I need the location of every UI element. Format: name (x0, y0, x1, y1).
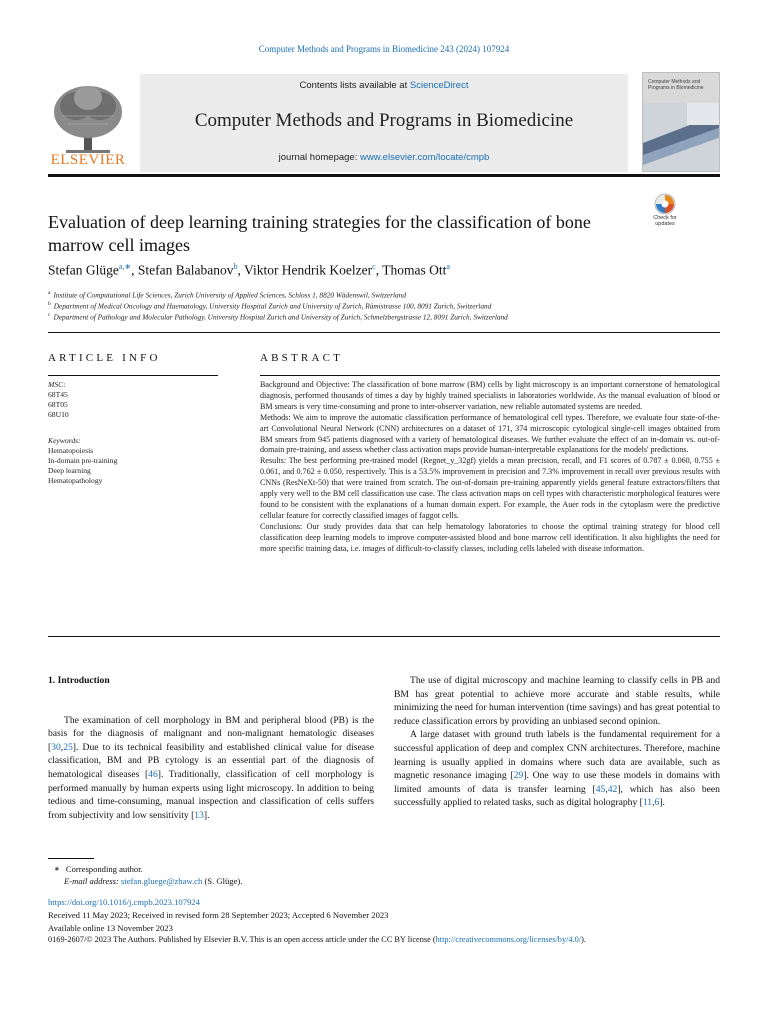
citation-link[interactable]: 46 (148, 768, 158, 780)
author-email-link[interactable]: stefan.gluege@zhaw.ch (120, 876, 203, 886)
available-online-date: Available online 13 November 2023 (48, 923, 173, 933)
affiliations-divider (48, 332, 720, 333)
abstract-background: Background and Objective: The classification of bone marrow (BM) cells by light microscopy is an important cornerstone of hematological diagnosis, performed thousands of times a day by highly trained specialists in laboratories worldwide. As the manual evaluation of blood or BM smears is very time-consuming and prone to inter-observer variation, new reliable automated systems are needed. (260, 380, 720, 411)
citation-link[interactable]: 13 (194, 809, 204, 821)
elsevier-wordmark: ELSEVIER (50, 152, 126, 168)
body-left-column (48, 674, 374, 822)
msc-label: MSC: (48, 380, 66, 389)
abstract-conclusions: Conclusions: Our study provides data that can help hematology laboratories to choose the optimal training strategy for blood cell classification deep learning models to improve computer-assisted blood and bone marrow cell identification. It also highlights the need for more specific training data, i.e. images of difficult-to-classify classes, including cells labeled with disease information. (260, 521, 720, 553)
elsevier-logo[interactable] (48, 72, 128, 172)
citation-link[interactable]: 42 (607, 783, 618, 795)
citation-link[interactable]: 29 (513, 770, 524, 782)
license-statement: 0169-2607/© 2023 The Authors. Published by Elsevier B.V. This is an open access article under the CC BY license (http://creativecommons.org/licenses/by/4.0/). (48, 935, 586, 944)
citation-link[interactable]: 25 (63, 741, 73, 753)
author-name[interactable]: Thomas Ott (382, 262, 447, 278)
msc-block (48, 380, 218, 420)
license-link[interactable]: http://creativecommons.org/licenses/by/4.0/ (435, 935, 582, 944)
abstract-methods: Methods: We aim to improve the automatic classification performance of hematological cell types. Therefore, we evaluate four state-of-the-art Convolutional Neural Network (CNN) architectures on a dataset of 171, 374 microscopic cytological single-cell images obtained from BM smears from 945 patients diagnosed with a variety of hematological diseases. We further evaluate the effect of an in-domain vs. out-of-domain pre-training, and assess whether class activation maps provide human-interpretable explanations for the models' predictions. (260, 412, 720, 455)
author-name[interactable]: Stefan Balabanov (137, 262, 234, 278)
citation-link[interactable]: 45 (595, 783, 606, 795)
received-dates: Received 11 May 2023; Received in revised form 28 September 2023; Accepted 6 November 2023 (48, 910, 389, 920)
check-for-updates-button[interactable] (646, 192, 684, 232)
header-divider (48, 174, 720, 177)
body-paragraph: The examination of cell morphology in BM and peripheral blood (PB) is the basis for the diagnosis of malignant and non-malignant hematologic diseases [30,25]. Due to its technical feasibility and established clinical value for disease classification, BM and PB cytology is an essential part of the diagnosis of hematological diseases [46]. Traditionally, classification of cell morphology is performed manually by human experts using light microscopy. In addition to being tedious and time-consuming, manual inspection and classification of cells suffers from subjectivity and low sensitivity [13]. (48, 714, 374, 821)
msc-code: 68T45 (48, 390, 68, 399)
author-affiliation-mark[interactable]: c (372, 262, 376, 271)
author-affiliation-mark[interactable]: b (233, 262, 238, 271)
journal-cover-thumbnail[interactable] (642, 72, 720, 172)
article-info-heading: ARTICLE INFO (48, 352, 161, 364)
msc-code: 68U10 (48, 410, 69, 419)
sciencedirect-link[interactable]: ScienceDirect (409, 80, 469, 91)
contents-available-line: Contents lists available at ScienceDirect (299, 80, 469, 91)
keywords-label: Keywords: (48, 436, 81, 445)
section-heading-introduction: 1. Introduction (48, 675, 110, 686)
author-name[interactable]: Stefan Glüge (48, 262, 119, 278)
keyword[interactable]: Hematopoiesis (48, 446, 94, 455)
body-right-column (394, 674, 720, 810)
abstract-heading: ABSTRACT (260, 352, 344, 364)
body-paragraph: The use of digital microscopy and machine learning to classify cells in PB and BM has great potential to achieve more accurate and stable results, while minimizing the need for human intervention (time savings) and has great potential to reduce classification errors by providing an unbiased second opinion. (394, 675, 720, 727)
keyword[interactable]: Hematopathology (48, 476, 103, 485)
citation-link[interactable]: 6 (654, 797, 660, 809)
affiliation: $^a$ Institute of Computational Life Sciences, Zurich University of Applied Sciences, Schloss 1, 8820 Wädenswil, Switzerland (48, 290, 406, 300)
author-affiliation-mark[interactable]: a,∗ (118, 262, 132, 271)
article-info-rule (48, 375, 218, 376)
abstract-bottom-divider (48, 636, 720, 637)
msc-code: 68T05 (48, 400, 68, 409)
keyword[interactable]: In-domain pre-training (48, 456, 118, 465)
affiliation: $^b$ Department of Medical Oncology and Haematology, University Hospital Zurich and University of Zurich, Rämistrasse 100, 8091 Zurich, Switzerland (48, 301, 492, 311)
check-for-updates-label: Check for updates (653, 215, 677, 227)
abstract-results: Results: The best performing pre-trained model (Regnet_y_32gf) yields a mean precision, recall, and F1 scores of 0.787 ± 0.060, 0.755 ± 0.061, and 0.762 ± 0.050, respectively. This is a 53.5% improvement in precision and 7.3% improvement in recall over previous results with CNNs (ResNeXt-50) that were trained from scratch. The out-of-domain pre-training apparently yields general feature extractors/filters that apply very well to the BM cell classification use case. The class activation maps on cell types with characteristic morphological features were found to be consistent with the explanations of a human domain expert. For example, the Auer rods in the cytoplasm were the predictive cellular feature for correctly classified images of faggot cells. (260, 456, 720, 520)
author-name[interactable]: Viktor Hendrik Koelzer (244, 262, 373, 278)
author-affiliation-mark[interactable]: a (446, 262, 450, 271)
journal-title[interactable]: Computer Methods and Programs in Biomedicine (194, 110, 574, 131)
email-note: E-mail address: stefan.gluege@zhaw.ch (S. Glüge). (64, 876, 243, 886)
abstract-body (260, 380, 720, 555)
journal-homepage-line: journal homepage: www.elsevier.com/locate/cmpb (278, 152, 490, 163)
journal-citation-link[interactable]: Computer Methods and Programs in Biomedicine 243 (2024) 107924 (258, 44, 510, 54)
cover-artwork-icon (643, 103, 720, 172)
article-title: Evaluation of deep learning training strategies for the classification of bone marrow cell images (48, 212, 591, 255)
affiliation: $^c$ Department of Pathology and Molecular Pathology, University Hospital Zurich and University of Zurich, Schmelzbergstrasse 12, 8091 Zurich, Switzerland (48, 312, 508, 322)
keywords-block (48, 436, 218, 486)
footnote-divider (48, 858, 94, 859)
citation-link[interactable]: 30 (51, 741, 61, 753)
abstract-rule (260, 375, 720, 376)
citation-link[interactable]: 11 (642, 797, 653, 809)
journal-homepage-link[interactable]: www.elsevier.com/locate/cmpb (359, 152, 490, 163)
author-list: Stefan Glüge$^{a,∗}$, Stefan Balabanov$^b$, Viktor Hendrik Koelzer$^c$, Thomas Ott$^a$ (48, 262, 450, 278)
corresponding-author-note: ∗ Corresponding author. (54, 864, 143, 874)
cover-title: Computer Methods and Programs in Biomedicine (648, 79, 704, 91)
doi-link[interactable]: https://doi.org/10.1016/j.cmpb.2023.107924 (48, 897, 200, 907)
body-paragraph: A large dataset with ground truth labels is the fundamental requirement for a successful application of deep and complex CNN architectures. Therefore, machine learning is usually applied in domains where such data are available, such as magnetic resonance imaging [29]. One way to use these models in domains with limited amounts of data is transfer learning [45,42], which has also been successfully applied to related tasks, such as digital holography [11,6]. (394, 729, 720, 809)
keyword[interactable]: Deep learning (48, 466, 91, 475)
check-for-updates-icon (646, 192, 684, 216)
